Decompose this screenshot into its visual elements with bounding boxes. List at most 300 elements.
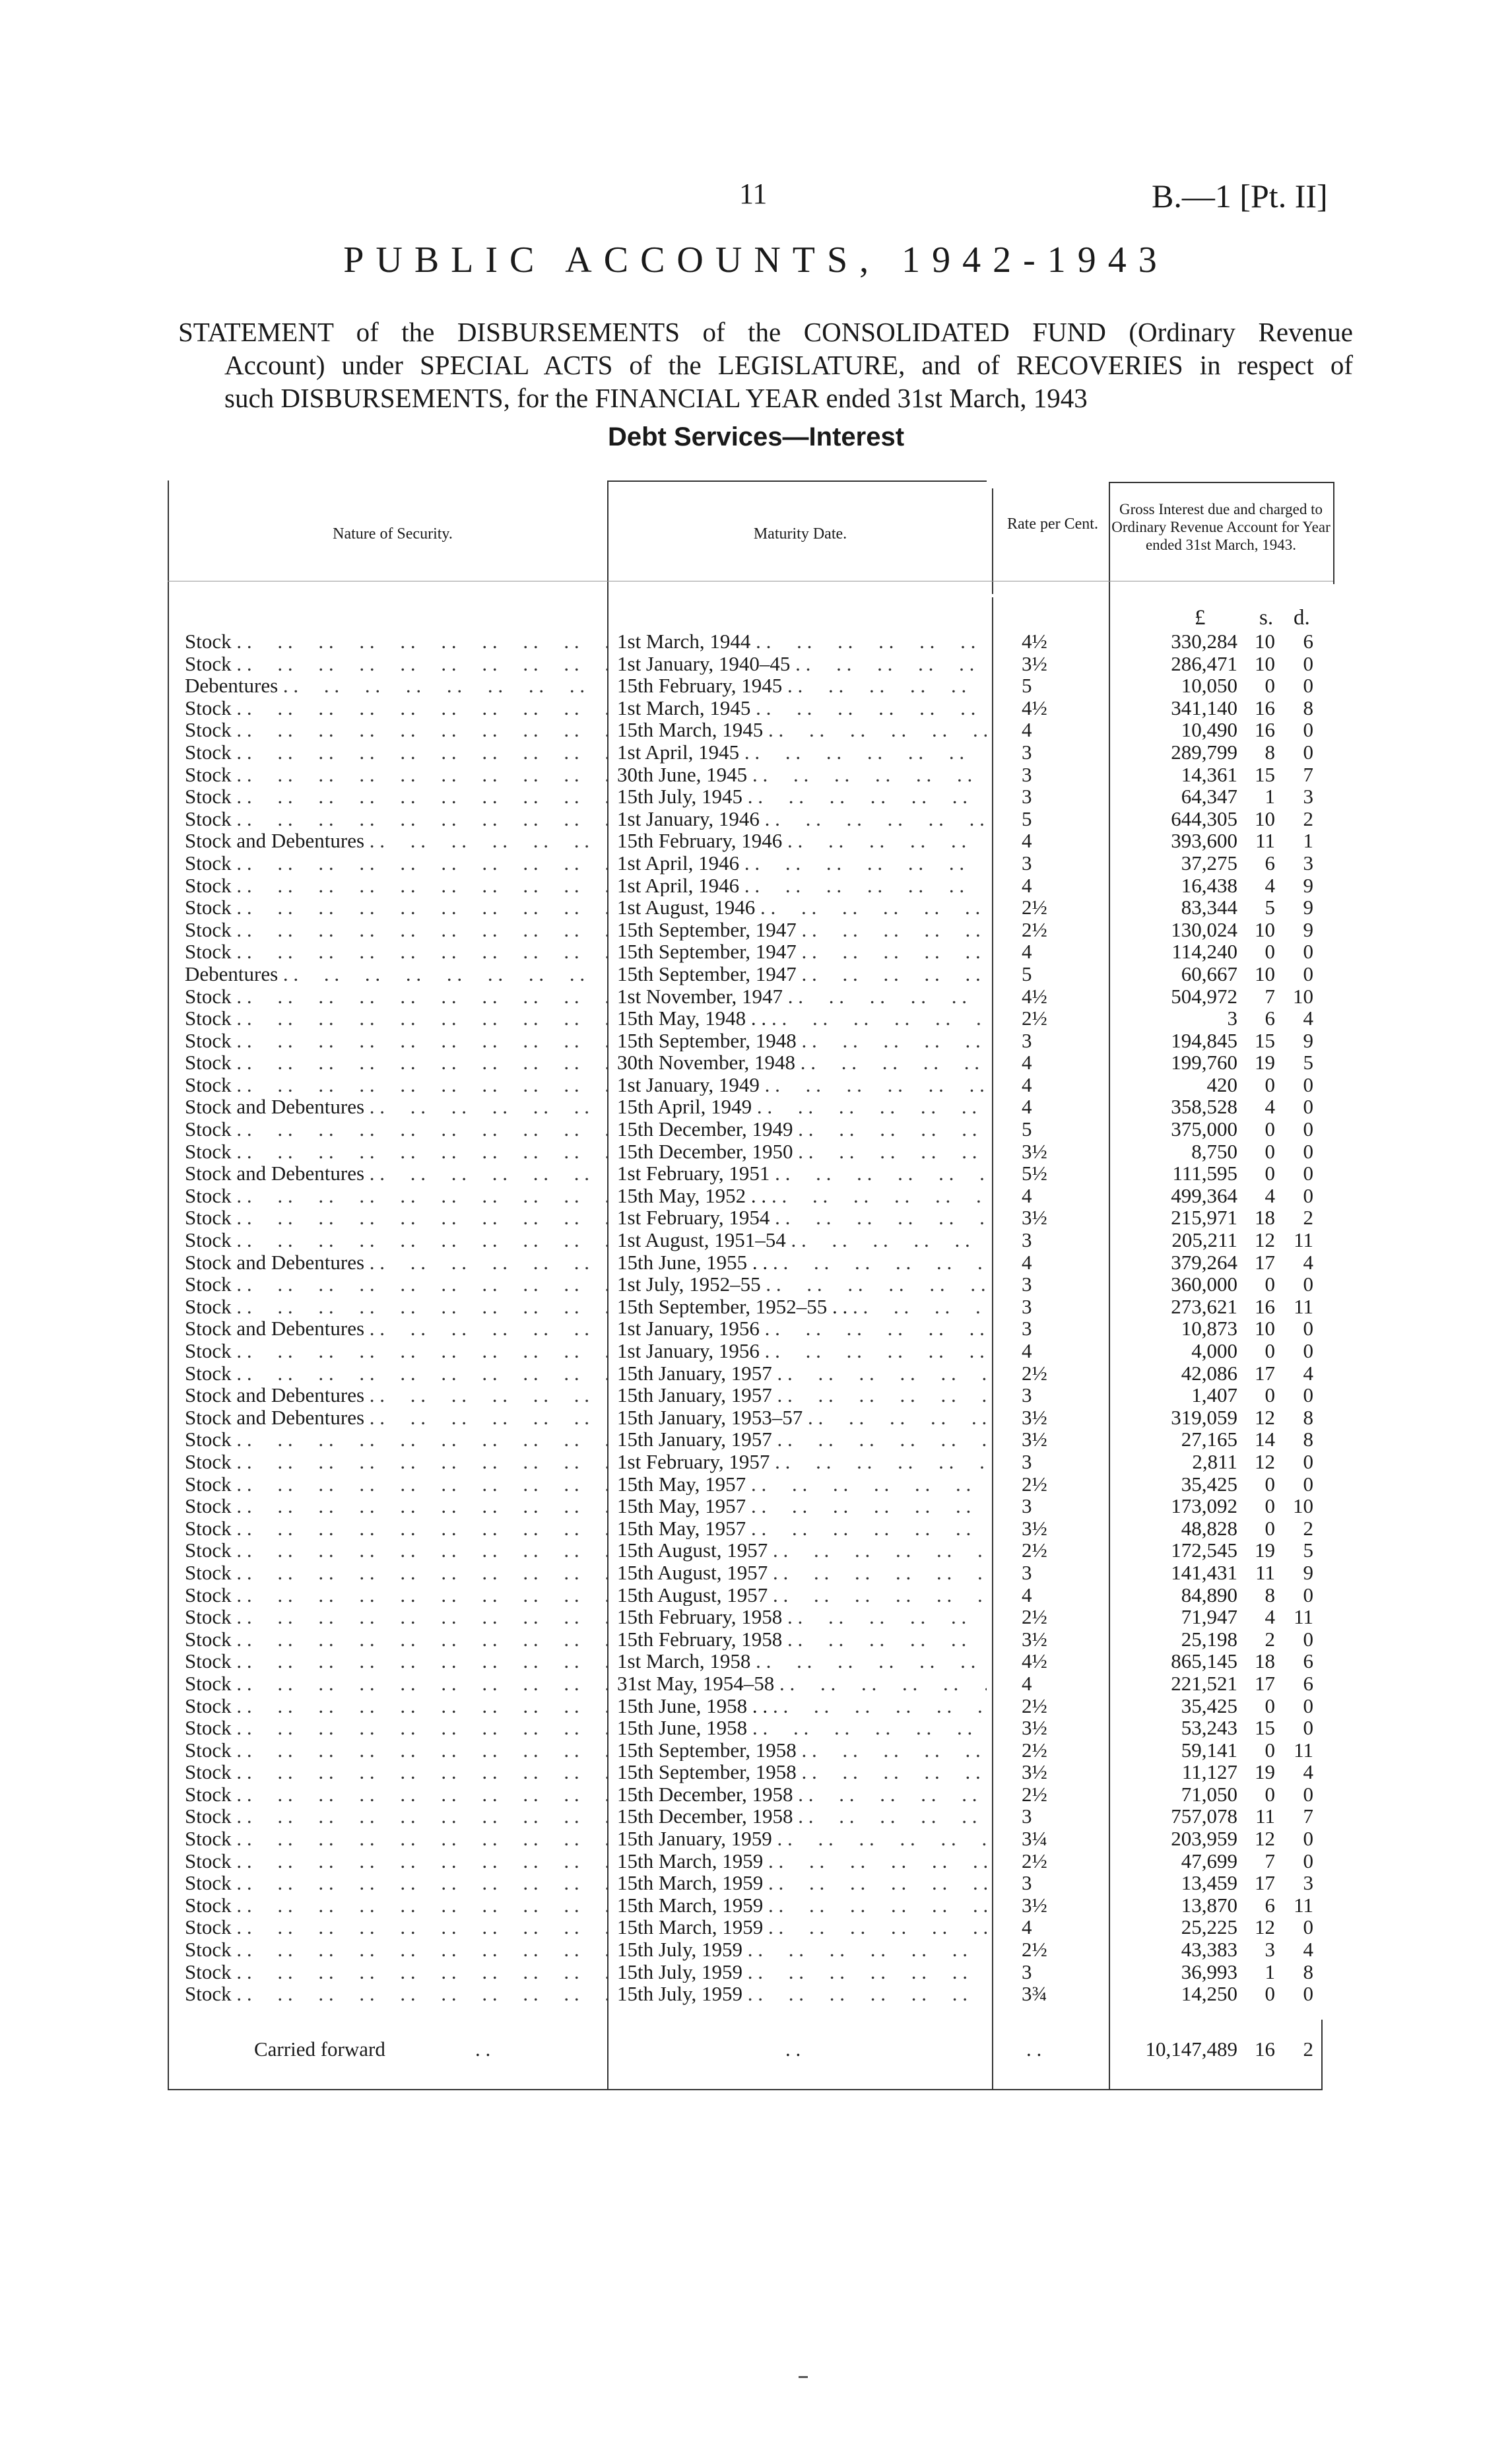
pence-cell: 0 bbox=[1303, 940, 1313, 964]
rate-cell: 3 bbox=[1022, 1317, 1032, 1340]
page-number: 11 bbox=[739, 178, 768, 210]
maturity-cell: 15th March, 1959 . . bbox=[617, 1872, 987, 1894]
shillings-cell: 6 bbox=[1265, 851, 1275, 875]
table-row bbox=[0, 1739, 1512, 1762]
shillings-cell: 18 bbox=[1255, 1649, 1275, 1673]
table-row bbox=[0, 1628, 1512, 1651]
pence-cell: 11 bbox=[1294, 1605, 1313, 1629]
rate-cell: 3 bbox=[1022, 1383, 1032, 1407]
shillings-cell: 4 bbox=[1265, 1183, 1275, 1207]
shillings-cell: 0 bbox=[1265, 1073, 1275, 1096]
security-cell: Stock . . bbox=[185, 653, 607, 675]
table-row bbox=[0, 1362, 1512, 1385]
page-title: PUBLIC ACCOUNTS, 1942-1943 bbox=[343, 240, 1169, 281]
rule-right-top bbox=[1333, 482, 1334, 584]
pence-cell: 0 bbox=[1303, 1449, 1313, 1473]
rate-cell: 3 bbox=[1022, 1560, 1032, 1584]
pence-cell: 4 bbox=[1303, 1361, 1313, 1385]
table-row bbox=[0, 1096, 1512, 1118]
rate-cell: 3 bbox=[1022, 740, 1032, 764]
maturity-cell: 15th August, 1957 . . bbox=[617, 1539, 987, 1562]
shillings-cell: 0 bbox=[1265, 940, 1275, 964]
pence-cell: 8 bbox=[1303, 696, 1313, 719]
rule-top-gross bbox=[1109, 482, 1333, 483]
table-row bbox=[0, 1961, 1512, 1983]
pounds-cell: 420 bbox=[1206, 1073, 1237, 1096]
pence-cell: 0 bbox=[1303, 1782, 1313, 1806]
security-cell: Stock and Debentures . . bbox=[185, 1162, 607, 1185]
table-row bbox=[0, 719, 1512, 741]
security-cell: Stock . . bbox=[185, 1296, 607, 1318]
pounds-unit: £ bbox=[1195, 606, 1206, 630]
table-row bbox=[0, 1340, 1512, 1362]
pence-cell: 9 bbox=[1303, 1028, 1313, 1052]
security-cell: Stock . . bbox=[185, 1118, 607, 1141]
table-row bbox=[0, 1783, 1512, 1806]
maturity-cell: 15th January, 1957 . . bbox=[617, 1428, 987, 1451]
pounds-cell: 11,127 bbox=[1181, 1760, 1237, 1784]
pence-cell: 8 bbox=[1303, 1960, 1313, 1983]
security-cell: Stock . . bbox=[185, 1894, 607, 1917]
table-row bbox=[0, 1495, 1512, 1517]
maturity-cell: 15th September, 1958 . . bbox=[617, 1739, 987, 1762]
pounds-cell: 360,000 bbox=[1171, 1273, 1237, 1296]
pounds-cell: 10,490 bbox=[1181, 718, 1237, 742]
security-cell: Stock . . bbox=[185, 1207, 607, 1229]
maturity-cell: 15th September, 1947 . . bbox=[617, 919, 987, 941]
shillings-cell: 4 bbox=[1265, 873, 1275, 897]
shillings-cell: 15 bbox=[1255, 762, 1275, 786]
rate-cell: 3 bbox=[1022, 1960, 1032, 1983]
pounds-cell: 14,250 bbox=[1181, 1982, 1237, 2006]
table-row bbox=[0, 1451, 1512, 1473]
maturity-cell: 15th August, 1957 . . bbox=[617, 1562, 987, 1584]
pence-cell: 3 bbox=[1303, 851, 1313, 875]
shillings-cell: 0 bbox=[1265, 1516, 1275, 1540]
pounds-cell: 130,024 bbox=[1171, 917, 1237, 941]
rule-maturity-rate-top bbox=[992, 488, 993, 594]
security-cell: Stock . . bbox=[185, 1805, 607, 1828]
table-row bbox=[0, 1384, 1512, 1406]
maturity-cell: 15th December, 1958 . . bbox=[617, 1805, 987, 1828]
maturity-cell: 15th September, 1947 . . bbox=[617, 941, 987, 963]
maturity-cell: 1st February, 1957 . . bbox=[617, 1451, 987, 1473]
shillings-cell: 10 bbox=[1255, 651, 1275, 675]
security-cell: Debentures . . bbox=[185, 963, 607, 985]
maturity-cell: 15th May, 1957 . . bbox=[617, 1517, 987, 1540]
pounds-cell: 16,438 bbox=[1181, 873, 1237, 897]
security-cell: Stock . . bbox=[185, 1539, 607, 1562]
pence-cell: 0 bbox=[1303, 718, 1313, 742]
pounds-cell: 2,811 bbox=[1192, 1449, 1237, 1473]
pence-cell: 0 bbox=[1303, 1827, 1313, 1851]
shillings-cell: 1 bbox=[1265, 1960, 1275, 1983]
leader-dots: . . bbox=[475, 2037, 491, 2061]
security-cell: Stock and Debentures . . bbox=[185, 1251, 607, 1274]
security-cell: Stock . . bbox=[185, 1672, 607, 1695]
rate-cell: 3 bbox=[1022, 1871, 1032, 1895]
shillings-cell: 11 bbox=[1255, 1804, 1275, 1828]
rate-cell: 3 bbox=[1022, 1294, 1032, 1318]
maturity-cell: 15th December, 1950 . . bbox=[617, 1141, 987, 1163]
security-cell: Stock . . bbox=[185, 1229, 607, 1251]
rate-cell: 2½ bbox=[1022, 1938, 1047, 1962]
shillings-cell: 12 bbox=[1255, 1405, 1275, 1429]
table-row bbox=[0, 1828, 1512, 1850]
rate-cell: 4½ bbox=[1022, 1649, 1047, 1673]
maturity-cell: 15th April, 1949 . . bbox=[617, 1096, 987, 1118]
table-row bbox=[0, 1428, 1512, 1451]
pence-cell: 6 bbox=[1303, 630, 1313, 653]
maturity-cell: 1st April, 1946 . . bbox=[617, 852, 987, 875]
maturity-cell: 1st January, 1956 . . bbox=[617, 1340, 987, 1362]
security-cell: Stock . . bbox=[185, 852, 607, 875]
shillings-cell: 6 bbox=[1265, 1893, 1275, 1917]
pounds-cell: 14,361 bbox=[1181, 762, 1237, 786]
table-row bbox=[0, 1251, 1512, 1274]
column-header-gross-interest: Gross Interest due and charged to Ordinary Revenue Account for Year ended 31st March, 1943. bbox=[1111, 501, 1331, 553]
pence-cell: 4 bbox=[1303, 1007, 1313, 1030]
table-row bbox=[0, 1296, 1512, 1318]
pence-cell: 9 bbox=[1303, 896, 1313, 919]
pence-cell: 0 bbox=[1303, 651, 1313, 675]
pounds-cell: 273,621 bbox=[1171, 1294, 1237, 1318]
shillings-cell: 12 bbox=[1255, 1915, 1275, 1939]
shillings-cell: 12 bbox=[1255, 1228, 1275, 1252]
pence-cell: 10 bbox=[1293, 1494, 1313, 1518]
rate-cell: 2½ bbox=[1022, 1361, 1047, 1385]
table-row bbox=[0, 1051, 1512, 1074]
table-row bbox=[0, 1118, 1512, 1141]
rate-cell: 4 bbox=[1022, 1339, 1032, 1362]
pounds-cell: 757,078 bbox=[1171, 1804, 1237, 1828]
page-mark bbox=[799, 2376, 808, 2378]
shillings-cell: 16 bbox=[1255, 718, 1275, 742]
pounds-cell: 4,000 bbox=[1191, 1339, 1237, 1362]
shillings-cell: 15 bbox=[1255, 1716, 1275, 1740]
pounds-cell: 42,086 bbox=[1181, 1361, 1237, 1385]
security-cell: Debentures . . bbox=[185, 675, 607, 697]
rate-cell: 3 bbox=[1022, 1228, 1032, 1252]
rate-cell: 3 bbox=[1022, 1028, 1032, 1052]
pence-cell: 0 bbox=[1303, 1849, 1313, 1872]
rate-cell: 3½ bbox=[1022, 1627, 1047, 1651]
shillings-cell: 0 bbox=[1265, 1273, 1275, 1296]
total-shillings: 16 bbox=[1255, 2037, 1275, 2061]
rate-cell: 4 bbox=[1022, 1583, 1032, 1606]
rate-cell: 2½ bbox=[1022, 1605, 1047, 1629]
shillings-cell: 10 bbox=[1255, 630, 1275, 653]
pounds-cell: 644,305 bbox=[1171, 807, 1237, 830]
pence-cell: 0 bbox=[1303, 1317, 1313, 1340]
shillings-cell: 8 bbox=[1265, 1583, 1275, 1606]
maturity-cell: 15th July, 1945 . . bbox=[617, 785, 987, 808]
shillings-cell: 18 bbox=[1255, 1206, 1275, 1230]
security-cell: Stock . . bbox=[185, 1584, 607, 1606]
pounds-cell: 35,425 bbox=[1181, 1694, 1237, 1717]
column-header-rate: Rate per Cent. bbox=[1007, 515, 1098, 533]
shillings-cell: 14 bbox=[1255, 1428, 1275, 1451]
pence-cell: 1 bbox=[1303, 829, 1313, 853]
maturity-cell: 15th July, 1959 . . bbox=[617, 1961, 987, 1983]
security-cell: Stock and Debentures . . bbox=[185, 1384, 607, 1406]
shillings-cell: 10 bbox=[1255, 1317, 1275, 1340]
security-cell: Stock and Debentures . . bbox=[185, 830, 607, 852]
table-row bbox=[0, 852, 1512, 875]
pence-cell: 0 bbox=[1303, 1162, 1313, 1185]
pence-cell: 0 bbox=[1303, 1183, 1313, 1207]
section-title: Debt Services—Interest bbox=[607, 422, 905, 451]
maturity-cell: 1st March, 1958 . . bbox=[617, 1650, 987, 1672]
pounds-cell: 215,971 bbox=[1171, 1206, 1237, 1230]
pence-cell: 2 bbox=[1303, 1206, 1313, 1230]
maturity-cell: 1st November, 1947 . . bbox=[617, 985, 987, 1008]
maturity-cell: 15th May, 1957 . . bbox=[617, 1473, 987, 1496]
pence-cell: 0 bbox=[1303, 1117, 1313, 1141]
maturity-cell: 15th September, 1948 . . bbox=[617, 1030, 987, 1052]
security-cell: Stock and Debentures . . bbox=[185, 1096, 607, 1118]
table-row bbox=[0, 1185, 1512, 1207]
pounds-cell: 35,425 bbox=[1181, 1472, 1237, 1496]
rate-cell: 3 bbox=[1022, 1494, 1032, 1518]
shillings-cell: 3 bbox=[1265, 1938, 1275, 1962]
table-row bbox=[0, 1141, 1512, 1163]
table-row bbox=[0, 1562, 1512, 1584]
rate-cell: 3½ bbox=[1022, 1206, 1047, 1230]
rate-cell: 4 bbox=[1022, 1073, 1032, 1096]
security-cell: Stock . . bbox=[185, 719, 607, 741]
shillings-cell: 12 bbox=[1255, 1449, 1275, 1473]
pence-cell: 0 bbox=[1303, 1627, 1313, 1651]
rate-cell: 5 bbox=[1022, 807, 1032, 830]
table-row bbox=[0, 1517, 1512, 1540]
pence-cell: 0 bbox=[1303, 962, 1313, 985]
pounds-cell: 36,993 bbox=[1181, 1960, 1237, 1983]
maturity-cell: 15th February, 1958 . . bbox=[617, 1628, 987, 1651]
maturity-cell: 1st January, 1956 . . bbox=[617, 1317, 987, 1340]
maturity-cell: 15th September, 1947 . . bbox=[617, 963, 987, 985]
table-row bbox=[0, 1317, 1512, 1340]
security-cell: Stock . . bbox=[185, 785, 607, 808]
table-row bbox=[0, 1229, 1512, 1251]
table-row bbox=[0, 675, 1512, 697]
security-cell: Stock . . bbox=[185, 1495, 607, 1517]
table-row bbox=[0, 1007, 1512, 1030]
pence-cell: 0 bbox=[1303, 1472, 1313, 1496]
pence-cell: 0 bbox=[1303, 674, 1313, 698]
document-reference: B.—1 [Pt. II] bbox=[1152, 178, 1328, 215]
shillings-cell: 11 bbox=[1255, 829, 1275, 853]
pounds-cell: 393,600 bbox=[1171, 829, 1237, 853]
security-cell: Stock . . bbox=[185, 1695, 607, 1717]
pounds-cell: 319,059 bbox=[1171, 1405, 1237, 1429]
pounds-cell: 172,545 bbox=[1171, 1538, 1237, 1562]
pence-cell: 4 bbox=[1303, 1938, 1313, 1962]
table-row bbox=[0, 1672, 1512, 1695]
pounds-cell: 499,364 bbox=[1171, 1183, 1237, 1207]
pence-cell: 0 bbox=[1303, 1583, 1313, 1606]
pence-cell: 3 bbox=[1303, 785, 1313, 809]
rate-cell: 5½ bbox=[1022, 1162, 1047, 1185]
pence-cell: 9 bbox=[1303, 1560, 1313, 1584]
shillings-cell: 19 bbox=[1255, 1538, 1275, 1562]
maturity-cell: 15th July, 1959 . . bbox=[617, 1983, 987, 2005]
table-row bbox=[0, 1650, 1512, 1672]
pence-cell: 11 bbox=[1294, 1228, 1313, 1252]
column-header-maturity: Maturity Date. bbox=[753, 525, 847, 543]
rate-cell: 3 bbox=[1022, 1804, 1032, 1828]
maturity-cell: 1st February, 1954 . . bbox=[617, 1207, 987, 1229]
table-row bbox=[0, 830, 1512, 852]
table-row bbox=[0, 630, 1512, 653]
shillings-cell: 12 bbox=[1255, 1827, 1275, 1851]
rate-cell: 3½ bbox=[1022, 1716, 1047, 1740]
carried-forward-label: Carried forward bbox=[254, 2037, 385, 2061]
table-row bbox=[0, 1273, 1512, 1296]
maturity-cell: 15th March, 1959 . . bbox=[617, 1894, 987, 1917]
shillings-cell: 17 bbox=[1255, 1361, 1275, 1385]
maturity-cell: 15th January, 1959 . . bbox=[617, 1828, 987, 1850]
pence-cell: 0 bbox=[1303, 1095, 1313, 1119]
security-cell: Stock . . bbox=[185, 1517, 607, 1540]
rate-cell: 4½ bbox=[1022, 984, 1047, 1008]
rate-cell: 2½ bbox=[1022, 1849, 1047, 1872]
shillings-cell: 0 bbox=[1265, 1738, 1275, 1762]
maturity-cell: 15th March, 1959 . . bbox=[617, 1850, 987, 1872]
pounds-cell: 83,344 bbox=[1181, 896, 1237, 919]
pence-cell: 9 bbox=[1303, 873, 1313, 897]
pence-cell: 6 bbox=[1303, 1671, 1313, 1695]
shillings-cell: 0 bbox=[1265, 1139, 1275, 1163]
pounds-cell: 60,667 bbox=[1181, 962, 1237, 985]
rate-cell: 3 bbox=[1022, 762, 1032, 786]
shillings-cell: 17 bbox=[1255, 1871, 1275, 1895]
shillings-cell: 0 bbox=[1265, 1339, 1275, 1362]
pounds-cell: 341,140 bbox=[1171, 696, 1237, 719]
security-cell: Stock . . bbox=[185, 764, 607, 786]
shillings-cell: 10 bbox=[1255, 962, 1275, 985]
carried-forward-row bbox=[0, 2035, 1512, 2064]
pence-cell: 5 bbox=[1303, 1538, 1313, 1562]
shillings-cell: 16 bbox=[1255, 696, 1275, 719]
rate-cell: 4 bbox=[1022, 940, 1032, 964]
maturity-cell: 15th January, 1953–57 . . bbox=[617, 1406, 987, 1429]
rate-cell: 2½ bbox=[1022, 1782, 1047, 1806]
table-row bbox=[0, 653, 1512, 675]
statement-line-3: such DISBURSEMENTS, for the FINANCIAL YEAR ended 31st March, 1943 bbox=[224, 383, 1088, 413]
security-cell: Stock . . bbox=[185, 1428, 607, 1451]
pounds-cell: 199,760 bbox=[1171, 1051, 1237, 1075]
shillings-unit: s. bbox=[1259, 606, 1274, 630]
pounds-cell: 205,211 bbox=[1171, 1228, 1237, 1252]
shillings-cell: 19 bbox=[1255, 1051, 1275, 1075]
shillings-cell: 0 bbox=[1265, 1694, 1275, 1717]
pence-cell: 11 bbox=[1294, 1738, 1313, 1762]
maturity-cell: 30th June, 1945 . . bbox=[617, 764, 987, 786]
shillings-cell: 6 bbox=[1265, 1007, 1275, 1030]
statement-heading bbox=[178, 315, 1353, 414]
security-cell: Stock . . bbox=[185, 1451, 607, 1473]
security-cell: Stock . . bbox=[185, 1828, 607, 1850]
maturity-cell: 15th March, 1959 . . bbox=[617, 1916, 987, 1938]
pence-cell: 0 bbox=[1303, 1915, 1313, 1939]
rate-cell: 3½ bbox=[1022, 1760, 1047, 1784]
security-cell: Stock . . bbox=[185, 1628, 607, 1651]
rate-cell: 3 bbox=[1022, 785, 1032, 809]
pounds-cell: 8,750 bbox=[1191, 1139, 1237, 1163]
security-cell: Stock . . bbox=[185, 1739, 607, 1762]
pounds-cell: 25,198 bbox=[1181, 1627, 1237, 1651]
shillings-cell: 4 bbox=[1265, 1095, 1275, 1119]
leader-dots: . . bbox=[785, 2037, 801, 2061]
table-row bbox=[0, 697, 1512, 719]
pence-cell: 8 bbox=[1303, 1405, 1313, 1429]
pence-cell: 11 bbox=[1294, 1294, 1313, 1318]
security-cell: Stock . . bbox=[185, 1185, 607, 1207]
rate-cell: 3 bbox=[1022, 1449, 1032, 1473]
pounds-cell: 286,471 bbox=[1171, 651, 1237, 675]
table-row bbox=[0, 1074, 1512, 1096]
maturity-cell: 15th February, 1945 . . bbox=[617, 675, 987, 697]
shillings-cell: 10 bbox=[1255, 807, 1275, 830]
pounds-cell: 289,799 bbox=[1171, 740, 1237, 764]
maturity-cell: 1st July, 1952–55 . . bbox=[617, 1273, 987, 1296]
security-cell: Stock . . bbox=[185, 1007, 607, 1030]
pence-cell: 2 bbox=[1303, 1516, 1313, 1540]
rate-cell: 3½ bbox=[1022, 1893, 1047, 1917]
rate-cell: 4½ bbox=[1022, 630, 1047, 653]
pence-cell: 4 bbox=[1303, 1760, 1313, 1784]
maturity-cell: 15th September, 1952–55 . . . . bbox=[617, 1296, 987, 1318]
security-cell: Stock . . bbox=[185, 1473, 607, 1496]
security-cell: Stock . . bbox=[185, 941, 607, 963]
table-row bbox=[0, 1539, 1512, 1562]
rate-cell: 4 bbox=[1022, 873, 1032, 897]
shillings-cell: 11 bbox=[1255, 1560, 1275, 1584]
security-cell: Stock . . bbox=[185, 1030, 607, 1052]
security-cell: Stock . . bbox=[185, 875, 607, 897]
table-row bbox=[0, 1916, 1512, 1938]
table-row bbox=[0, 1983, 1512, 2005]
rate-cell: 4 bbox=[1022, 1183, 1032, 1207]
maturity-cell: 15th September, 1958 . . bbox=[617, 1761, 987, 1783]
table-row bbox=[0, 963, 1512, 985]
rate-cell: 4 bbox=[1022, 829, 1032, 853]
security-cell: Stock . . bbox=[185, 1938, 607, 1961]
rate-cell: 5 bbox=[1022, 1117, 1032, 1141]
shillings-cell: 16 bbox=[1255, 1294, 1275, 1318]
maturity-cell: 15th December, 1949 . . bbox=[617, 1118, 987, 1141]
table-row bbox=[0, 1717, 1512, 1739]
pounds-cell: 330,284 bbox=[1171, 630, 1237, 653]
pounds-cell: 194,845 bbox=[1171, 1028, 1237, 1052]
pounds-cell: 10,050 bbox=[1181, 674, 1237, 698]
pounds-cell: 53,243 bbox=[1181, 1716, 1237, 1740]
table-row bbox=[0, 896, 1512, 919]
rule-bottom bbox=[168, 2089, 1323, 2090]
pence-cell: 0 bbox=[1303, 1383, 1313, 1407]
pounds-cell: 13,870 bbox=[1181, 1893, 1237, 1917]
pounds-cell: 13,459 bbox=[1181, 1871, 1237, 1895]
rate-cell: 3¾ bbox=[1022, 1982, 1047, 2006]
maturity-cell: 1st January, 1940–45 . . bbox=[617, 653, 987, 675]
maturity-cell: 15th June, 1955 . . . . bbox=[617, 1251, 987, 1274]
table-row bbox=[0, 941, 1512, 963]
table-body bbox=[0, 630, 1512, 2005]
table-row bbox=[0, 1030, 1512, 1052]
shillings-cell: 10 bbox=[1255, 917, 1275, 941]
shillings-cell: 0 bbox=[1265, 1494, 1275, 1518]
